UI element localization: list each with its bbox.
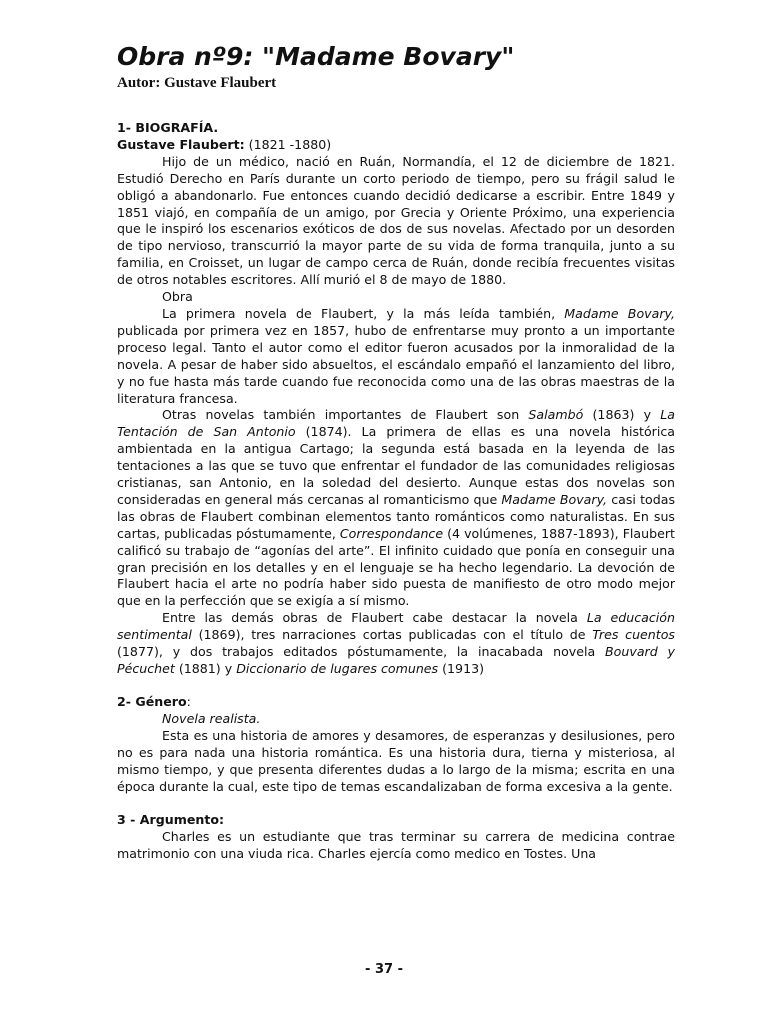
author-name: Gustave Flaubert:	[117, 136, 245, 152]
document-title: Obra nº9: "Madame Bovary"	[117, 42, 515, 71]
author-line: Autor: Gustave Flaubert	[117, 75, 277, 91]
plot-paragraph: Charles es un estudiante que tras terminar su carrera de medicina contrae matrimonio con una viuda rica. Charles ejercía como medico en Tostes. Una	[117, 829, 675, 862]
genre-label: Novela realista.	[162, 711, 261, 727]
genre-paragraph: Esta es una historia de amores y desamores, de esperanzas y desilusiones, pero no es para nada una historia romántica. Es una historia dura, tierna y misteriosa, al mismo tiempo, y que presenta diferentes dudas a lo largo de la misma; escrita en una época durante la cual, este tipo de temas escandalizaban de forma excesiva a la gente.	[117, 728, 675, 794]
works-paragraph-1: La primera novela de Flaubert, y la más leída también, Madame Bovary, publicada por primera vez en 1857, hubo de enfrentarse muy pronto a un importante proceso legal. Tanto el autor como el editor fueron acusados por la inmoralidad de la novela. A pesar de haber sido absueltos, el escándalo empañó el lanzamiento del libro, y no fue hasta más tarde cuando fue reconocida como una de las obras maestras de la literatura francesa.	[117, 305, 675, 406]
works-paragraph-2: Otras novelas también importantes de Flaubert son Salambó (1863) y La Tentación de San Antonio (1874). La primera de ellas es una novela histórica ambientada en la antigua Cartago; la segunda está basada en la leyenda de las tentaciones a las que se tuvo que enfrentar el fundador de las comunidades religiosas cristianas, san Antonio, en la soledad del desierto. Aunque estas dos novelas son consideradas en general más cercanas al romanticismo que Madame Bovary, casi todas las obras de Flaubert combinan elementos tanto románticos como naturalistas. En sus cartas, publicadas póstumamente, Correspondance (4 volúmenes, 1887-1893), Flaubert calificó su trabajo de “agonías del arte”. El infinito cuidado que ponía en conseguir una gran precisión en los detalles y en el lenguaje se ha hecho legendario. La devoción de Flaubert hacia el arte no podría haber sido puesta de manifiesto de otro modo mejor que en la perfección que se exigía a sí mismo.	[117, 407, 676, 609]
author-dates	[117, 137, 675, 154]
section-1-heading	[117, 120, 675, 137]
author-lifespan: (1821 -1880)	[244, 136, 332, 152]
section-3-heading: 3 - Argumento:	[117, 812, 225, 828]
obra-subheading: Obra	[162, 289, 193, 305]
page-content	[117, 40, 675, 863]
works-paragraph-3: Entre las demás obras de Flaubert cabe destacar la novela La educación sentimental (1869), tres narraciones cortas publicadas con el título de Tres cuentos (1877), y dos trabajos editados póstumamente, la inacabada novela Bouvard y Pécuchet (1881) y Diccionario de lugares comunes (1913)	[117, 610, 676, 676]
page-number: - 37 -	[365, 962, 403, 977]
section-2-heading: 2- Género:	[117, 694, 191, 710]
document-body	[117, 120, 675, 863]
section-1-number: 1	[117, 120, 126, 135]
bio-paragraph: Hijo de un médico, nació en Ruán, Normandía, el 12 de diciembre de 1821. Estudió Derecho en París durante un corto periodo de tiempo, pero su frágil salud le obligó a abandonarlo. Fue entonces cuando decidió dedicarse a escribir. Entre 1849 y 1851 viajó, en compañía de un amigo, por Grecia y Oriente Próximo, una experiencia que le inspiró los escenarios exóticos de dos de sus novelas. Afectado por un desorden de tipo nervioso, transcurrió la mayor parte de su vida de forma tranquila, junto a su familia, en Croisset, un lugar de campo cerca de Ruán, donde recibía frecuentes visitas de otros notables escritores. Allí murió el 8 de mayo de 1880.	[117, 153, 675, 288]
section-1-title: - BIOGRAFÍA.	[125, 120, 219, 135]
